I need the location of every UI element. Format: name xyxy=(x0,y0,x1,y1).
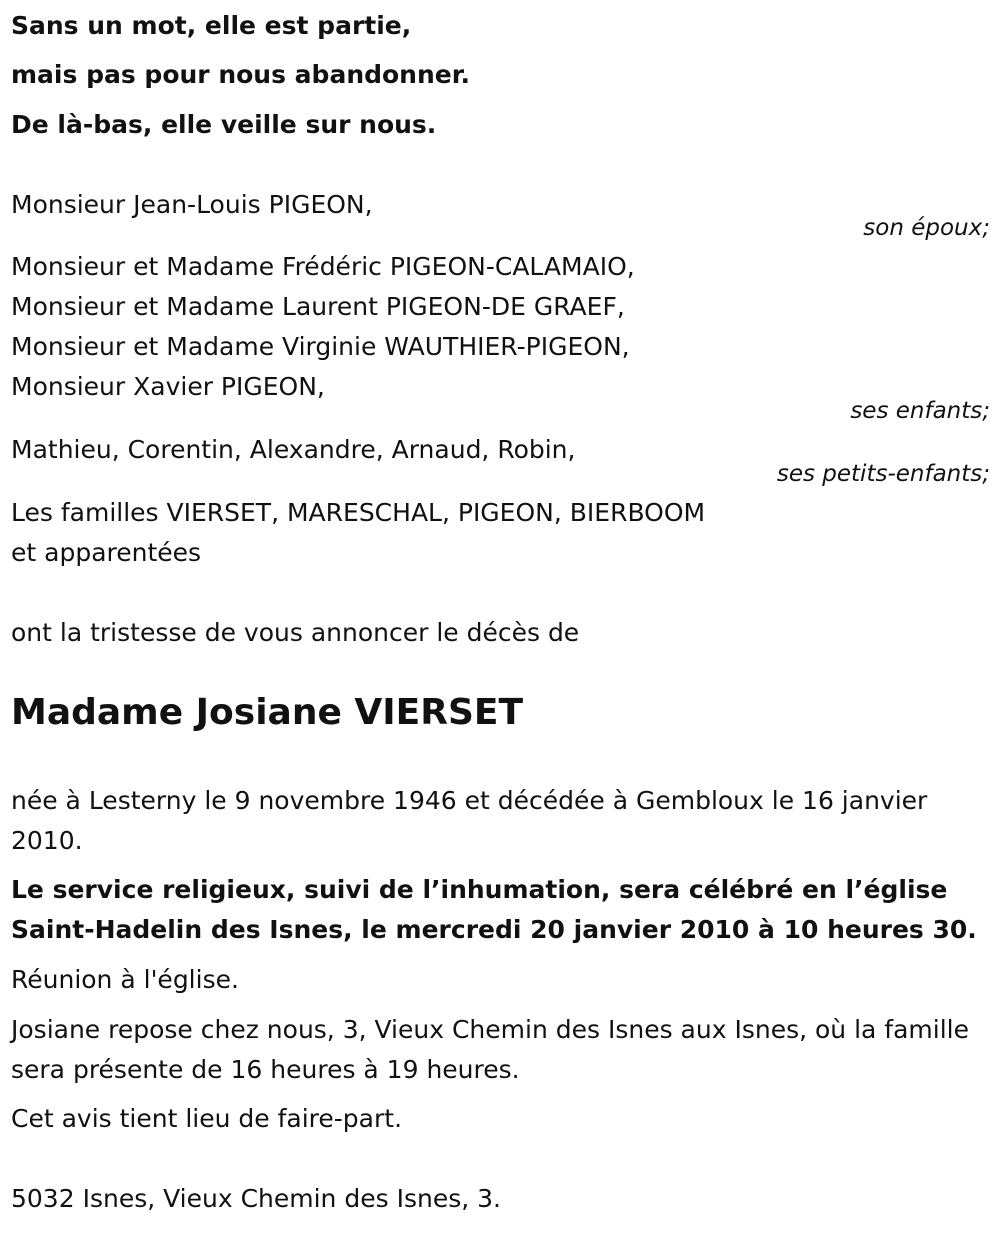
service-text: Le service religieux, suivi de l’inhumation, sera célébré en l’église Saint-Hadelin des Isnes, le mercredi 20 janvier 2010 à 10 heures 30. xyxy=(11,875,977,944)
child-line: Monsieur et Madame Laurent PIGEON-DE GRAEF, xyxy=(11,292,625,321)
notice-text: Cet avis tient lieu de faire-part. xyxy=(11,1104,403,1133)
child-line: Monsieur et Madame Virginie WAUTHIER-PIGEON, xyxy=(11,332,630,361)
poem-line-3: De là-bas, elle veille sur nous. xyxy=(11,110,437,139)
children-role: ses enfants; xyxy=(850,398,990,424)
grandchildren-names: Mathieu, Corentin, Alexandre, Arnaud, Robin, xyxy=(11,435,576,464)
spouse-name: Monsieur Jean-Louis PIGEON, xyxy=(11,190,373,219)
child-line: Monsieur et Madame Frédéric PIGEON-CALAMAIO, xyxy=(11,252,635,281)
deceased-name: Madame Josiane VIERSET xyxy=(11,692,524,733)
reunion-text: Réunion à l'église. xyxy=(11,965,239,994)
poem-line-1: Sans un mot, elle est partie, xyxy=(11,11,412,40)
spouse-role: son époux; xyxy=(863,215,990,241)
families-line-2: et apparentées xyxy=(11,538,202,567)
grandchildren-role: ses petits-enfants; xyxy=(776,461,990,487)
families-line-1: Les familles VIERSET, MARESCHAL, PIGEON, BIERBOOM xyxy=(11,498,706,527)
child-line: Monsieur Xavier PIGEON, xyxy=(11,372,325,401)
address-text: 5032 Isnes, Vieux Chemin des Isnes, 3. xyxy=(11,1184,501,1213)
viewing-text: Josiane repose chez nous, 3, Vieux Chemin des Isnes aux Isnes, où la famille sera présente de 16 heures à 19 heures. xyxy=(11,1015,969,1084)
poem-line-2: mais pas pour nous abandonner. xyxy=(11,60,470,89)
birth-death-text: née à Lesterny le 9 novembre 1946 et décédée à Gembloux le 16 janvier 2010. xyxy=(11,786,928,855)
announcement-text: ont la tristesse de vous annoncer le décès de xyxy=(11,618,580,647)
